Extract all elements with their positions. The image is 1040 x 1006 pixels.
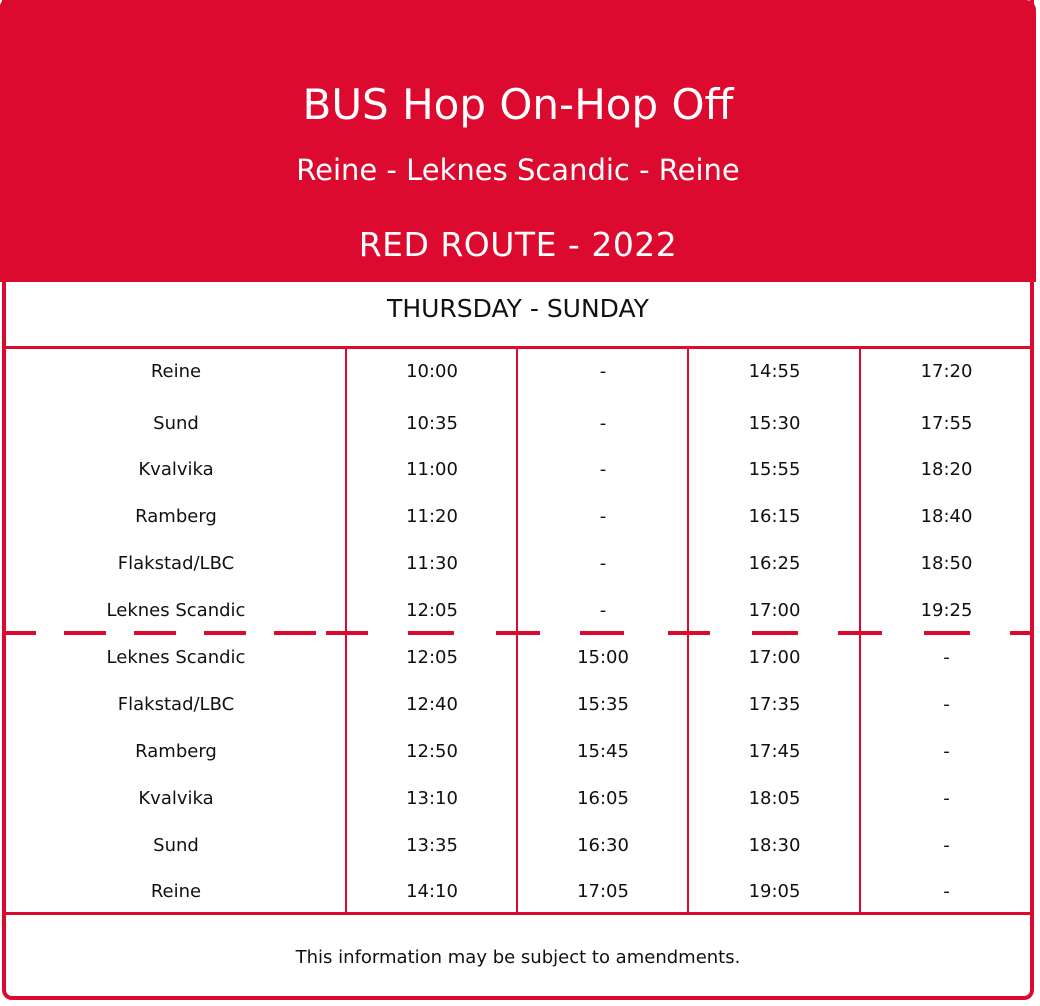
departure-time: 11:20 — [406, 506, 458, 527]
table-row — [0, 502, 1040, 532]
departure-time: 13:10 — [406, 788, 458, 809]
stop-name: Reine — [150, 361, 202, 382]
departure-time: 16:30 — [577, 835, 629, 856]
departure-time: 15:45 — [577, 741, 629, 762]
departure-time: 17:00 — [748, 600, 801, 621]
departure-time: 17:20 — [920, 361, 973, 382]
table-row — [0, 737, 1040, 767]
departure-time: 19:05 — [748, 881, 801, 902]
departure-time: 18:05 — [748, 788, 801, 809]
departure-time: 18:20 — [920, 459, 973, 480]
departure-time: - — [943, 881, 950, 902]
table-row — [0, 643, 1040, 673]
departure-time: 12:05 — [406, 647, 458, 668]
table-row — [0, 784, 1040, 814]
departure-time: 11:30 — [406, 553, 458, 574]
stop-name: Reine — [150, 881, 202, 902]
route-name: RED ROUTE - 2022 — [358, 225, 678, 264]
stop-name: Kvalvika — [138, 459, 214, 480]
departure-time: 16:05 — [577, 788, 629, 809]
departure-time: 12:40 — [406, 694, 458, 715]
table-row — [0, 357, 1040, 387]
stop-name: Sund — [153, 835, 199, 856]
departure-time: 13:35 — [406, 835, 458, 856]
departure-time: 17:45 — [748, 741, 801, 762]
departure-time: - — [599, 413, 607, 434]
departure-time: 11:00 — [406, 459, 458, 480]
departure-time: 12:50 — [406, 741, 458, 762]
departure-time: 17:55 — [920, 413, 973, 434]
departure-time: - — [599, 506, 607, 527]
departure-time: - — [599, 459, 607, 480]
departure-time: - — [943, 647, 950, 668]
departure-time: 16:15 — [748, 506, 801, 527]
departure-time: 18:30 — [748, 835, 801, 856]
stop-name: Flakstad/LBC — [117, 694, 235, 715]
departure-time: 15:30 — [748, 413, 801, 434]
departure-time: 16:25 — [748, 553, 801, 574]
stop-name: Ramberg — [135, 741, 217, 762]
table-row — [0, 596, 1040, 626]
departure-time: 18:40 — [920, 506, 973, 527]
departure-time: - — [943, 788, 950, 809]
departure-time: 14:55 — [748, 361, 801, 382]
departure-time: 10:00 — [406, 361, 458, 382]
table-row — [0, 549, 1040, 579]
departure-time: 17:05 — [577, 881, 629, 902]
departure-time: 14:10 — [406, 881, 458, 902]
departure-time: 15:35 — [577, 694, 629, 715]
table-row — [0, 690, 1040, 720]
stop-name: Leknes Scandic — [106, 600, 246, 621]
stop-name: Flakstad/LBC — [117, 553, 235, 574]
departure-time: - — [943, 694, 950, 715]
page-title: BUS Hop On-Hop Off — [302, 80, 734, 129]
departure-time: 15:55 — [748, 459, 801, 480]
departure-time: 12:05 — [406, 600, 458, 621]
table-row — [0, 831, 1040, 861]
departure-time: 17:00 — [748, 647, 801, 668]
departure-time: - — [599, 361, 607, 382]
departure-time: - — [599, 600, 607, 621]
departure-time: 17:35 — [748, 694, 801, 715]
operating-days: THURSDAY - SUNDAY — [4, 282, 1032, 349]
table-row — [0, 409, 1040, 439]
stop-name: Ramberg — [135, 506, 217, 527]
stop-name: Sund — [153, 413, 199, 434]
departure-time: - — [943, 835, 950, 856]
departure-time: 15:00 — [577, 647, 629, 668]
departure-time: - — [599, 553, 607, 574]
stop-name: Leknes Scandic — [106, 647, 246, 668]
departure-time: 10:35 — [406, 413, 458, 434]
departure-time: 19:25 — [920, 600, 973, 621]
table-row — [0, 455, 1040, 485]
disclaimer: This information may be subject to amendments. — [295, 947, 741, 968]
departure-time: - — [943, 741, 950, 762]
stop-name: Kvalvika — [138, 788, 214, 809]
route-subtitle: Reine - Leknes Scandic - Reine — [296, 153, 740, 187]
timetable-header — [0, 0, 1036, 282]
table-row — [0, 877, 1040, 907]
departure-time: 18:50 — [920, 553, 973, 574]
